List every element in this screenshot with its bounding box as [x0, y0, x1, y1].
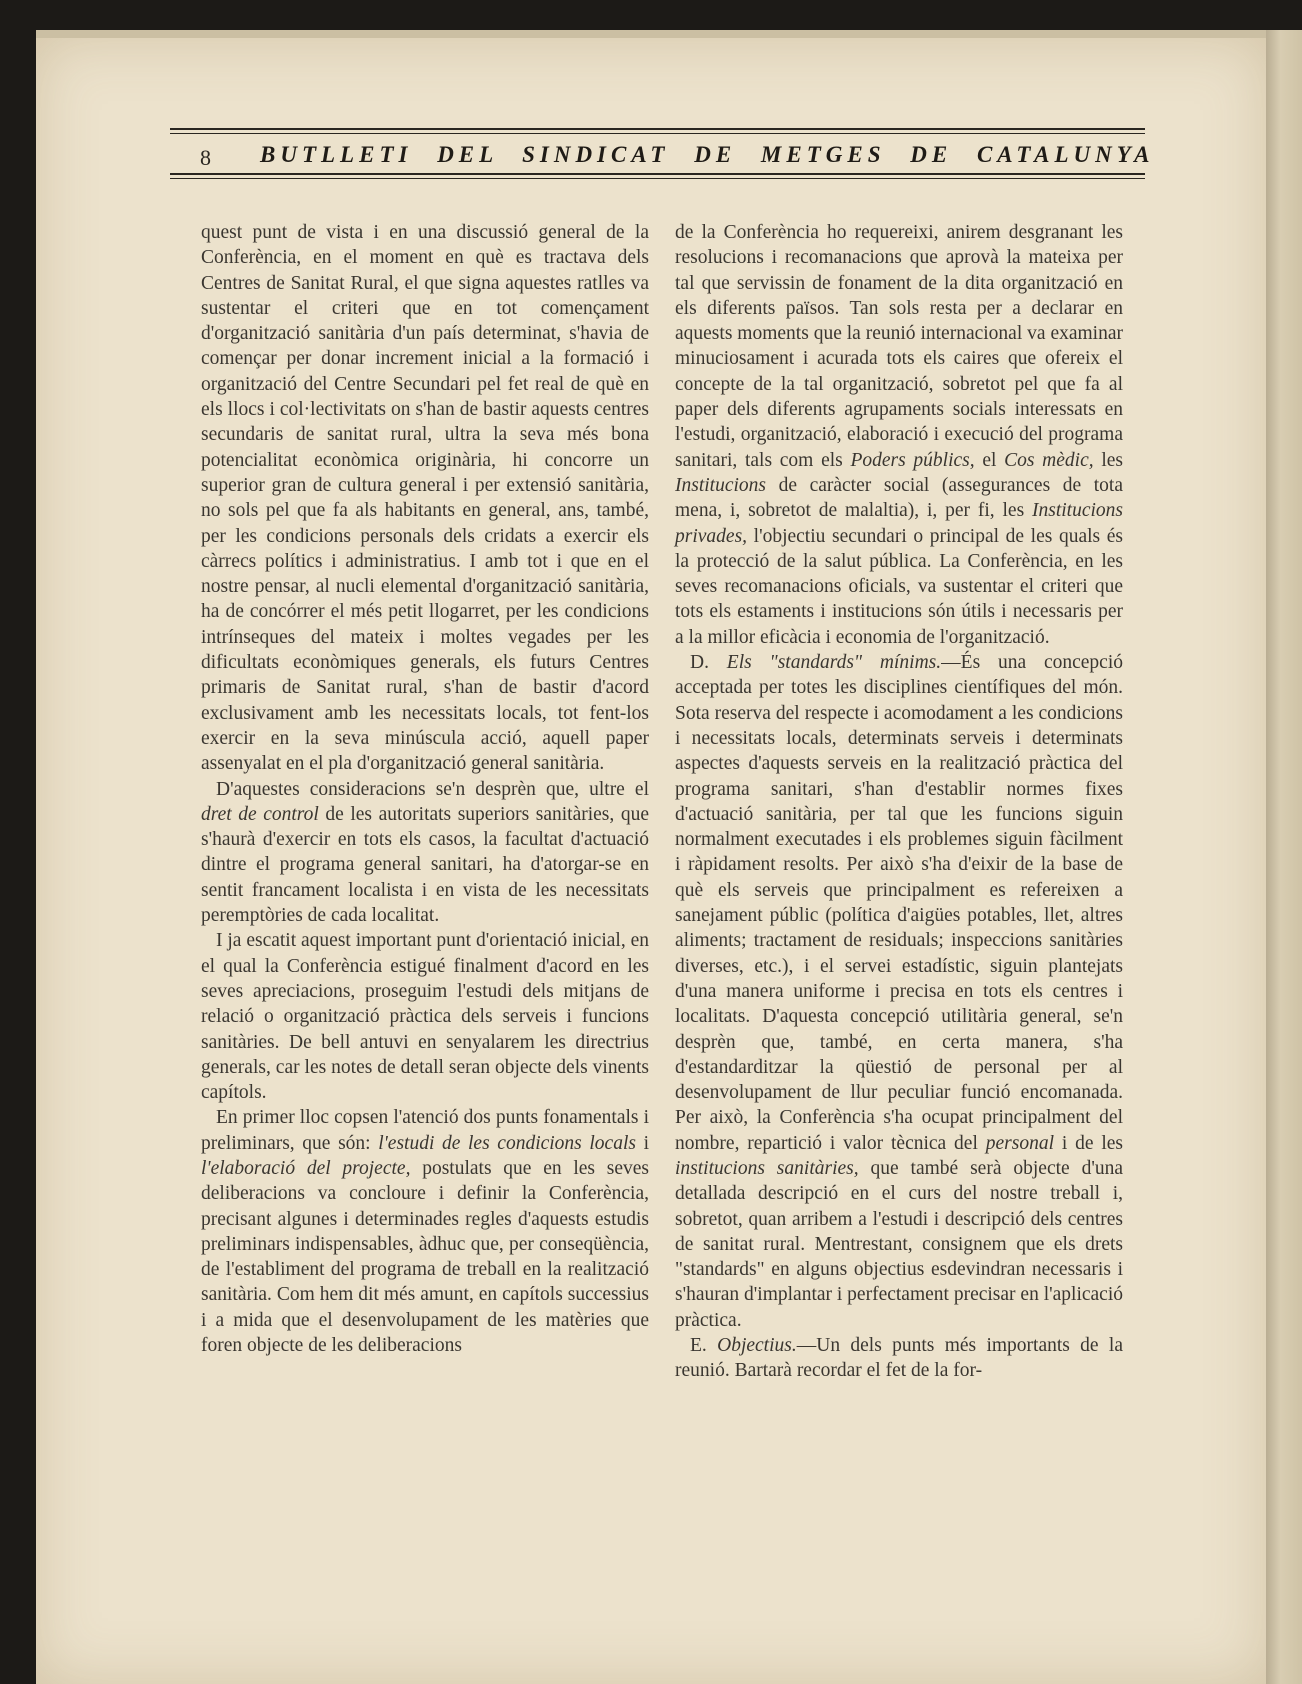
- paragraph-text: que també serà objecte d'una detallada descripció en el curs del nostre treball i, sobretot, quan arribem a l'estudi i descripció dels centres de sanitat rural. Mentrestant, consignem que els drets "standards" en alguns objectius esdevindran necessaris i s'hauran d'implantar i perfectament precisar en l'aplicació pràctica.: [675, 1157, 1123, 1331]
- paragraph-text: i: [635, 1132, 650, 1154]
- right-column: [675, 220, 1123, 1384]
- next-page-edge: [1266, 30, 1302, 1684]
- paragraph-text: I ja escatit aquest important punt d'orientació inicial, en el qual la Conferència estigué finalment d'acord en les seves apreciacions, proseguim l'estudi dels mitjans de relació o organització pràctica dels serveis i funcions sanitàries. De bell antuvi en senyalarem les directrius generals, car les notes de detall seran objecte dels vinents capítols.: [201, 930, 649, 1104]
- header-rule-bottom: [170, 173, 1145, 175]
- paragraph: [675, 1333, 1123, 1384]
- italic-term: personal: [985, 1132, 1054, 1154]
- left-column: [201, 220, 649, 1358]
- italic-term: dret de control: [201, 803, 319, 825]
- paragraph: [201, 220, 649, 777]
- paragraph: [201, 1105, 649, 1358]
- italic-term: Cos mèdic,: [1004, 449, 1094, 471]
- italic-term: institucions sanitàries,: [675, 1157, 859, 1179]
- paragraph: [201, 928, 649, 1105]
- paragraph: [675, 650, 1123, 1333]
- italic-term: Institucions: [675, 474, 766, 496]
- journal-title: BUTLLETI DEL SINDICAT DE METGES DE CATALUNYA: [260, 142, 1155, 167]
- paragraph: [675, 220, 1123, 650]
- section-heading: Els "standards" mínims.: [726, 652, 942, 674]
- paragraph-text: quest punt de vista i en una discussió general de la Conferència, en el moment en què es tractava dels Centres de Sanitat Rural, el que signa aquestes ratlles va sustentar el criteri que en tot començament d'organització sanitària d'un país determinat, s'havia de començar per donar increment inicial a la formació i organització del Centre Secundari pel fet real de què en els llocs i col·lectivitats on s'han de bastir aquests centres secundaris de sanitat rural, ultra la seva més bona potencialitat econòmica originària, hi concorre un superior gran de cultura general i per extensió sanitària, no sols pel que fa als habitants en general, ans, també, per les condicions personals dels cridats a exercir els càrrecs polítics i administratius. I amb tot i que en el nostre pensar, al nucli elemental d'organització sanitària, ha de concórrer el més petit llogarret, per les condicions intrínseques del mateix i moltes vegades per les dificultats econòmiques generals, els futurs Centres primaris de Sanitat rural, s'han de bastir d'acord exclusivament amb les necessitats locals, tot fent-los exercir en la seva minúscula acció, aquell paper assenyalat en el pla d'organització general sanitària.: [201, 222, 649, 775]
- header-rule-bottom-thin: [170, 178, 1145, 179]
- paragraph-text: de la Conferència ho requereixi, anirem desgranant les resolucions i recomanacions que aprovà la mateixa per tal que servissin de fonament de la dita organització en els diferents països. Tan sols resta per a declarar en aquests moments que la reunió internacional va examinar minuciosament i acurada tots els caires que ofereix el concepte de la tal organització, sobretot pel que fa al paper dels diferents agrupaments socials interessats en l'estudi, organització, elaboració i execució del programa sanitari, tals com els: [675, 222, 1123, 471]
- italic-term: Poders públics,: [850, 449, 975, 471]
- header-rule-top: [170, 128, 1145, 130]
- paragraph-text: En primer lloc copsen l'atenció dos punts fonamentals i preliminars, que són:: [201, 1107, 649, 1154]
- section-letter: E.: [690, 1335, 718, 1357]
- page-top-edge: [36, 30, 1266, 38]
- italic-term: Institucions privades,: [675, 500, 1123, 547]
- paragraph-text: les: [1093, 449, 1123, 471]
- header-rule-top-thin: [170, 133, 1145, 134]
- section-letter: D.: [690, 652, 727, 674]
- paragraph-text: —Un dels punts més importants de la reunió. Bartarà recordar el fet de la for-: [675, 1335, 1123, 1382]
- page-number: 8: [200, 145, 211, 170]
- paragraph-text: el: [974, 449, 1005, 471]
- italic-term: l'elaboració del projecte,: [201, 1157, 411, 1179]
- italic-term: l'estudi de les condicions locals: [378, 1132, 636, 1154]
- paragraph-text: i de les: [1053, 1132, 1123, 1154]
- paragraph-text: de les autoritats superiors sanitàries, que s'haurà d'exercir en tots els casos, la facultat d'actuació dintre el programa general sanitari, ha d'atorgar-se en sentit francament localista i en vista de les necessitats peremptòries de cada localitat.: [201, 803, 649, 927]
- paragraph-text: —És una concepció acceptada per totes les disciplines científiques del món. Sota reserva del respecte i acomodament a les condicions i necessitats locals, determinats serveis i determinats aspectes d'aquests serveis en la realització pràctica del programa sanitari, s'han d'establir normes fixes d'actuació sanitària, per tal que les funcions siguin normalment executades i els problemes siguin fàcilment i ràpidament resolts. Per això s'ha d'eixir de la base de què els serveis que principalment es refereixen a sanejament públic (política d'aigües potables, llet, altres aliments; tractament de residuals; inspeccions sanitàries diverses, etc.), i el servei estadístic, siguin plantejats d'una manera uniforme i precisa en tots els centres i localitats. D'aquesta concepció utilitària general, se'n desprèn que, també, en certa manera, s'ha d'estandarditzar la qüestió de personal per al desenvolupament de llur peculiar funció encomanada. Per això, la Conferència s'ha ocupat principalment del nombre, repartició i valor tècnica del: [675, 652, 1123, 1154]
- paragraph-text: de caràcter social (assegurances de tota mena, i, sobretot de malaltia), i, per fi, les: [675, 474, 1123, 522]
- paragraph-text: postulats que en les seves deliberacions va concloure i definir la Conferència, precisant algunes i determinades regles d'aquests estudis preliminars indispensables, àdhuc que, per conseqüència, de l'establiment del programa de treball en la realització sanitària. Com hem dit més amunt, en capítols successius i a mida que el desenvolupament de les matèries que foren objecte de les deliberacions: [201, 1157, 650, 1357]
- paragraph-text: D'aquestes consideracions se'n desprèn que, ultre el: [216, 778, 649, 800]
- running-header: [170, 128, 1155, 188]
- paragraph-text: l'objectiu secundari o principal de les quals és la protecció de la salut pública. La Conferència, en les seves recomanacions oficials, va sustentar el criteri que tots els estaments i institucions són útils i necessaris per a la millor eficàcia i economia de l'organització.: [675, 525, 1123, 648]
- section-heading: Objectius.: [717, 1335, 797, 1357]
- paragraph: [201, 777, 649, 929]
